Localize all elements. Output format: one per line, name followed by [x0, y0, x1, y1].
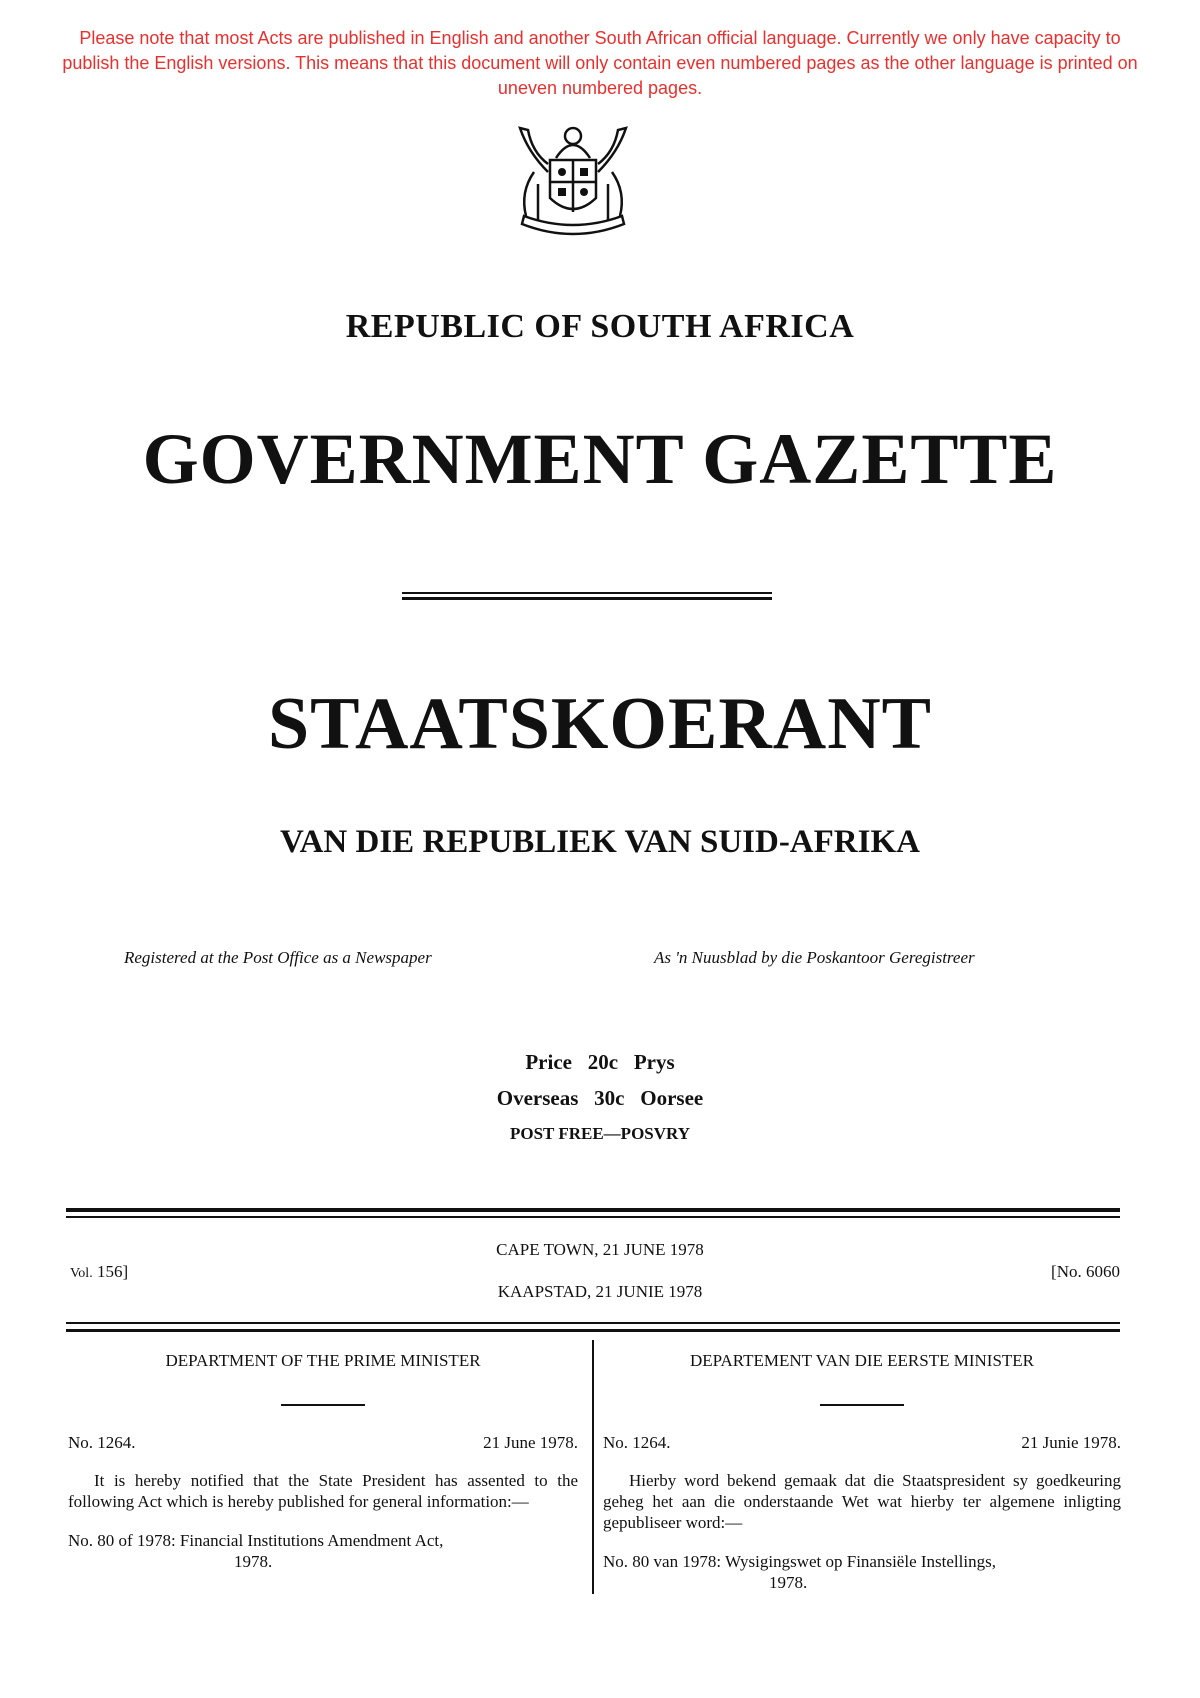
issue-rule-top-thin	[66, 1216, 1120, 1218]
issue-rule-top	[66, 1208, 1120, 1212]
volume-prefix: Vol.	[70, 1266, 93, 1281]
department-rule	[820, 1404, 904, 1406]
notice-date: 21 June 1978.	[483, 1433, 578, 1452]
price-line	[0, 1050, 1200, 1075]
republic-heading: REPUBLIC OF SOUTH AFRICA	[345, 308, 855, 345]
coat-of-arms-icon	[498, 112, 648, 244]
registration-afrikaans: As 'n Nuusblad by die Poskantoor Geregistreer	[654, 948, 975, 967]
notice-header	[68, 1432, 578, 1458]
overseas-label: Overseas	[496, 1086, 579, 1110]
notice-body: It is hereby notified that the State President has assented to the following Act which is hereby published for general information:—	[68, 1471, 578, 1511]
issue-rule-bottom-thin	[66, 1322, 1120, 1324]
act-name: No. 80 van 1978: Wysigingswet op Finansiële Instellings,	[603, 1552, 996, 1571]
act-name: No. 80 of 1978: Financial Institutions Amendment Act,	[68, 1531, 444, 1550]
english-column	[68, 1350, 578, 1572]
notice-body: Hierby word bekend gemaak dat die Staatspresident sy goedkeuring geheg het aan die onderstaande Wet wat hierby ter algemene inligting gepubliseer word:—	[603, 1471, 1121, 1532]
act-year: 1978.	[769, 1573, 808, 1592]
gazette-title: GOVERNMENT GAZETTE	[142, 419, 1058, 499]
registration-english: Registered at the Post Office as a Newspaper	[124, 948, 432, 967]
column-divider	[592, 1340, 594, 1594]
staatskoerant-title: STAATSKOERANT	[267, 683, 933, 765]
afrikaans-column	[603, 1350, 1121, 1593]
department-heading: DEPARTEMENT VAN DIE EERSTE MINISTER	[689, 1351, 1035, 1370]
volume-number	[70, 1262, 128, 1282]
overseas-price-line	[0, 1086, 1200, 1111]
overseas-label-af: Oorsee	[640, 1086, 704, 1110]
department-rule	[281, 1404, 365, 1406]
act-title	[603, 1551, 1121, 1593]
date-afrikaans: KAAPSTAD, 21 JUNIE 1978	[497, 1282, 703, 1301]
post-free-line: POST FREE—POSVRY	[510, 1124, 690, 1143]
act-title	[68, 1530, 578, 1572]
volume-value: 156]	[96, 1262, 129, 1281]
notice-date: 21 Junie 1978.	[1021, 1433, 1121, 1452]
price-label: Price	[525, 1050, 572, 1074]
overseas-value: 30c	[594, 1086, 625, 1110]
title-divider	[402, 592, 772, 594]
act-year: 1978.	[234, 1552, 273, 1571]
price-value: 20c	[587, 1050, 619, 1074]
date-english: CAPE TOWN, 21 JUNE 1978	[496, 1240, 704, 1259]
notice-number: No. 1264.	[68, 1433, 136, 1452]
language-notice: Please note that most Acts are published in English and another South African official language. Currently we only have capacity to publish the English versions. This means that this document will only contain even numbered pages as the other language is printed on uneven numbered pages.	[62, 28, 1138, 98]
afrikaans-subtitle: VAN DIE REPUBLIEK VAN SUID-AFRIKA	[280, 824, 920, 860]
notice-number: No. 1264.	[603, 1433, 671, 1452]
title-divider	[402, 597, 772, 600]
notice-header	[603, 1432, 1121, 1458]
issue-rule-bottom	[66, 1329, 1120, 1332]
department-heading: DEPARTMENT OF THE PRIME MINISTER	[165, 1351, 481, 1370]
issue-number: [No. 6060	[1051, 1262, 1120, 1281]
price-label-af: Prys	[633, 1050, 675, 1074]
